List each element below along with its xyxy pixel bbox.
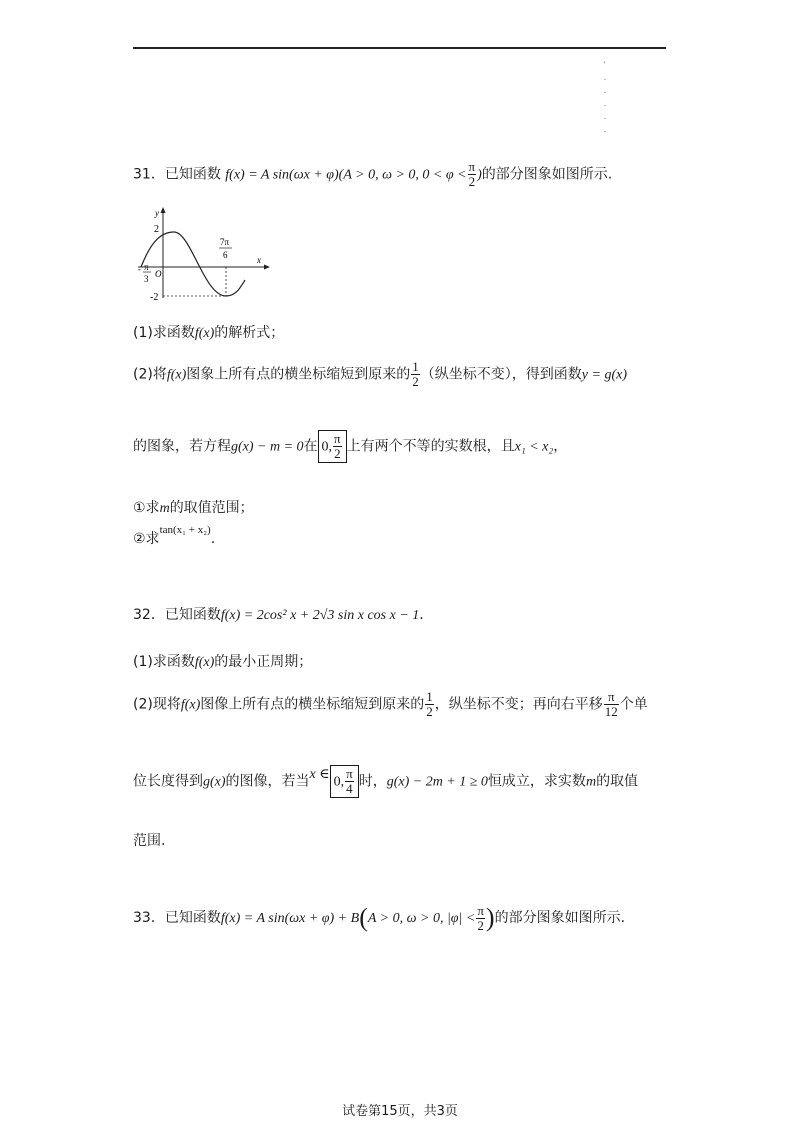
q32-part2: [133, 690, 648, 719]
variable: m: [585, 774, 597, 790]
q32-part1: [133, 651, 312, 671]
q31-sub1: [133, 497, 254, 517]
function-name: f(x): [194, 655, 215, 670]
stem-text: .: [419, 607, 424, 623]
x-axis-arrow: [264, 265, 270, 270]
binding-mark: .: [604, 125, 606, 134]
part-text: 图象上所有点的横坐标缩短到原来的: [186, 366, 411, 383]
part-text: ，: [553, 438, 568, 455]
closed-interval: [330, 765, 359, 798]
fraction-numerator: 1: [412, 359, 419, 374]
question-number: 33．: [133, 910, 165, 926]
binding-mark: .: [604, 86, 606, 95]
q32-part2-end: [133, 830, 165, 850]
part-text: ，纵坐标不变；再向右平移: [434, 696, 603, 713]
x-axis-label: x: [257, 255, 261, 265]
condition: x₁ < x₂: [514, 439, 554, 455]
fraction: [345, 767, 354, 796]
fraction-denominator: 2: [477, 917, 484, 933]
stem-text: 的部分图象如图所示.: [494, 910, 626, 926]
function-name: f(x): [194, 326, 215, 341]
part-text: 在: [303, 438, 318, 455]
part-text: 范围.: [133, 833, 166, 849]
fraction: [476, 904, 485, 933]
fraction-denominator: 2: [334, 446, 341, 461]
q31-part1: [133, 322, 284, 342]
part-text: 时，: [358, 773, 387, 790]
fraction: [425, 690, 434, 719]
part-text: (2)将: [133, 366, 167, 383]
max-label: 2: [154, 224, 159, 235]
part-text: 上有两个不等的实数根，且: [346, 438, 515, 455]
part-text: ②求: [133, 531, 160, 547]
q32-stem: [133, 604, 424, 624]
part-text: 的取值范围；: [169, 500, 254, 516]
binding-mark: .: [604, 73, 606, 82]
inequality: g(x) − 2m + 1 ≥ 0: [386, 774, 488, 790]
binding-mark: ': [604, 60, 606, 69]
function-formula: f(x) = 2cos² x + 2√3 sin x cos x − 1: [220, 608, 420, 623]
q32-part2-cont: [133, 765, 638, 798]
formula-close: ): [477, 167, 482, 183]
part-text: .: [210, 531, 216, 547]
fraction-numerator: π: [346, 766, 353, 781]
fraction-denominator: 2: [468, 174, 476, 189]
fraction-denominator: 2: [426, 704, 433, 719]
fraction-numerator: π: [477, 902, 484, 918]
left-tick-den: 3: [144, 274, 149, 284]
fraction-numerator: π: [468, 159, 476, 174]
question-number: 31．: [133, 166, 165, 183]
closed-interval: [318, 430, 347, 463]
part-text: 的图象，若方程: [133, 438, 231, 455]
part-text: 个单: [619, 696, 648, 713]
part-text: ①求: [133, 500, 160, 516]
stem-text: 已知函数: [164, 910, 221, 926]
fraction: [604, 690, 619, 719]
part-text: (2)现将: [133, 696, 181, 713]
fraction-denominator: 2: [412, 374, 419, 389]
fraction-denominator: 4: [346, 781, 353, 796]
part-text: 位长度得到: [133, 773, 203, 790]
q31-stem: [133, 160, 612, 189]
right-tick-num: 7π: [220, 237, 230, 247]
interval-start: 0,: [333, 774, 345, 790]
binding-marks: [604, 58, 610, 136]
parameter-conditions: A > 0, ω > 0, |φ| <: [367, 911, 476, 926]
q31-sine-graph: [136, 202, 271, 302]
part-text: 图像上所有点的横坐标缩短到原来的: [200, 696, 425, 713]
function-name: g(x): [203, 774, 226, 790]
part-text: 的解析式；: [214, 325, 285, 341]
y-axis-label: y: [155, 208, 159, 218]
binding-mark: .: [604, 112, 606, 121]
part-text: (1)求函数: [133, 325, 195, 341]
stem-text: 已知函数: [164, 607, 221, 623]
variable: m: [159, 501, 170, 516]
function-name: f(x): [166, 367, 187, 383]
stem-text: 的部分图象如图所示.: [481, 166, 613, 183]
membership: x ∈: [309, 766, 330, 782]
header-rule: [133, 47, 666, 49]
origin-label: O: [155, 269, 162, 279]
part-text: 恒成立，求实数: [487, 773, 586, 790]
fraction-numerator: π: [334, 431, 341, 446]
part-text: 的最小正周期；: [214, 654, 313, 670]
binding-mark: .: [604, 99, 606, 108]
fraction: [411, 360, 420, 389]
q31-part2-cont: [133, 430, 567, 463]
part-text: 的图像，若当: [225, 773, 310, 790]
expression: tan(x₁ + x₂): [159, 524, 211, 536]
q31-part2: [133, 360, 627, 389]
part-text: 的取值: [596, 773, 639, 790]
interval-start: 0,: [321, 439, 333, 455]
stem-text: 已知函数: [164, 166, 221, 183]
fraction: [468, 160, 477, 189]
equation: g(x) − m = 0: [231, 439, 304, 455]
sine-curve: [141, 232, 245, 296]
q31-sub2: [133, 524, 216, 548]
tick-sign: -: [138, 264, 141, 274]
function-formula: f(x) = A sin(ωx + φ)(A > 0, ω > 0, 0 < φ <: [225, 167, 467, 183]
min-label: -2: [150, 292, 159, 302]
function-name: y = g(x): [581, 367, 627, 383]
y-axis-arrow: [161, 207, 166, 213]
right-tick-den: 6: [223, 250, 228, 260]
fraction: [333, 432, 342, 461]
q33-stem: 33．已知函数f(x) = A sin(ωx + φ) + B(A > 0, ω > 0, |φ| < $\frac{\pi}{2}$ )的部分图象如图所示.: [133, 902, 626, 933]
page-footer: 试卷第15页，共3页: [342, 1104, 458, 1119]
fraction-denominator: 12: [604, 704, 618, 719]
left-tick-num: π: [144, 262, 149, 272]
fraction-numerator: 1: [426, 689, 433, 704]
question-number: 32．: [133, 607, 165, 623]
part-text: （纵坐标不变），得到函数: [420, 366, 582, 383]
function-name: f(x): [180, 697, 201, 713]
function-formula: f(x) = A sin(ωx + φ) + B: [220, 911, 360, 926]
part-text: (1)求函数: [133, 654, 195, 670]
fraction-numerator: π: [604, 690, 619, 705]
